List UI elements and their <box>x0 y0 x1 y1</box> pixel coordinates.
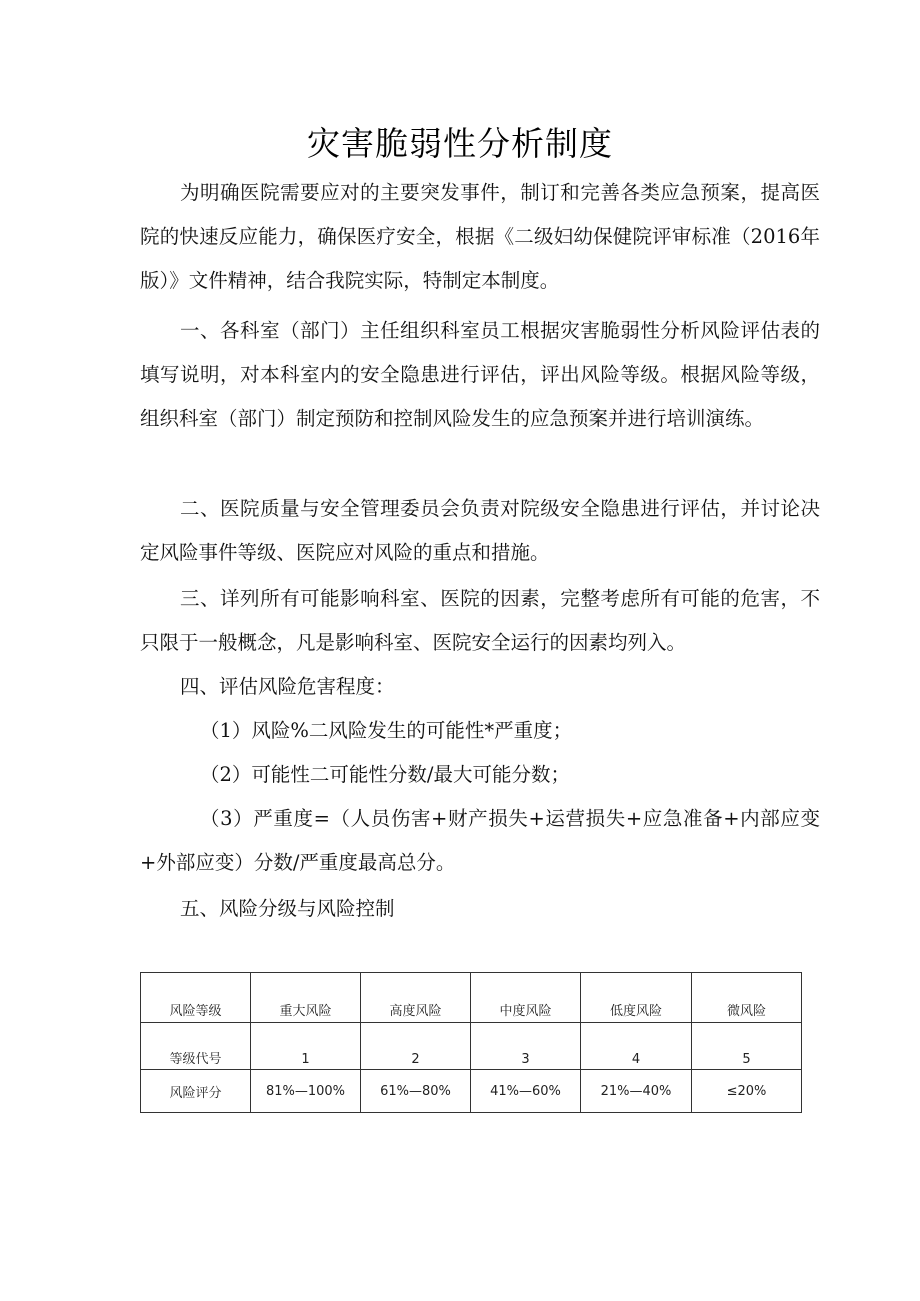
table-row-level-code <box>141 1023 802 1070</box>
table-cell: 1 <box>251 1023 361 1070</box>
table-cell: 81%—100% <box>251 1070 361 1113</box>
section-5-heading: 五、风险分级与风险控制 <box>180 897 395 920</box>
table-cell: 61%—80% <box>361 1070 471 1113</box>
section-3-paragraph: 三、详列所有可能影响科室、医院的因素，完整考虑所有可能的危害，不只限于一般概念，凡是影响科室、医院安全运行的因素均列入。 <box>140 587 820 654</box>
section-4-formula-2: （2）可能性二可能性分数/最大可能分数； <box>200 763 570 786</box>
table-cell: 等级代号 <box>141 1023 251 1070</box>
table-cell: 风险评分 <box>141 1070 251 1113</box>
table-cell: 中度风险 <box>471 973 581 1023</box>
section-4-formula-1: （1）风险%二风险发生的可能性*严重度； <box>200 719 573 742</box>
table-cell: 微风险 <box>692 973 802 1023</box>
table-cell: 21%—40% <box>581 1070 692 1113</box>
table-cell: 5 <box>692 1023 802 1070</box>
intro-paragraph: 为明确医院需要应对的主要突发事件，制订和完善各类应急预案，提高医院的快速反应能力，确保医疗安全，根据《二级妇幼保健院评审标准（2016年版）》文件精神，结合我院实际，特制定本制度。 <box>140 181 820 292</box>
table-cell: 重大风险 <box>251 973 361 1023</box>
table-cell: 3 <box>471 1023 581 1070</box>
table-cell: 41%—60% <box>471 1070 581 1113</box>
document-title: 灾害脆弱性分析制度 <box>307 124 613 163</box>
table-cell: 2 <box>361 1023 471 1070</box>
table-cell: 高度风险 <box>361 973 471 1023</box>
table-cell: 低度风险 <box>581 973 692 1023</box>
table-row-risk-score <box>141 1070 802 1113</box>
table-cell: 4 <box>581 1023 692 1070</box>
section-4-formula-3: （3）严重度=（人员伤害+财产损失+运营损失+应急准备+内部应变+外部应变）分数/严重度最高总分。 <box>140 807 820 874</box>
section-2-paragraph: 二、医院质量与安全管理委员会负责对院级安全隐患进行评估，并讨论决定风险事件等级、医院应对风险的重点和措施。 <box>140 497 820 564</box>
risk-level-table <box>140 972 802 1113</box>
section-4-heading: 四、评估风险危害程度： <box>180 675 395 698</box>
table-cell: 风险等级 <box>141 973 251 1023</box>
table-row-risk-level <box>141 973 802 1023</box>
table-cell: ≤20% <box>692 1070 802 1113</box>
section-1-paragraph: 一、各科室（部门）主任组织科室员工根据灾害脆弱性分析风险评估表的填写说明，对本科室内的安全隐患进行评估，评出风险等级。根据风险等级，组织科室（部门）制定预防和控制风险发生的应急预案并进行培训演练。 <box>140 319 820 430</box>
